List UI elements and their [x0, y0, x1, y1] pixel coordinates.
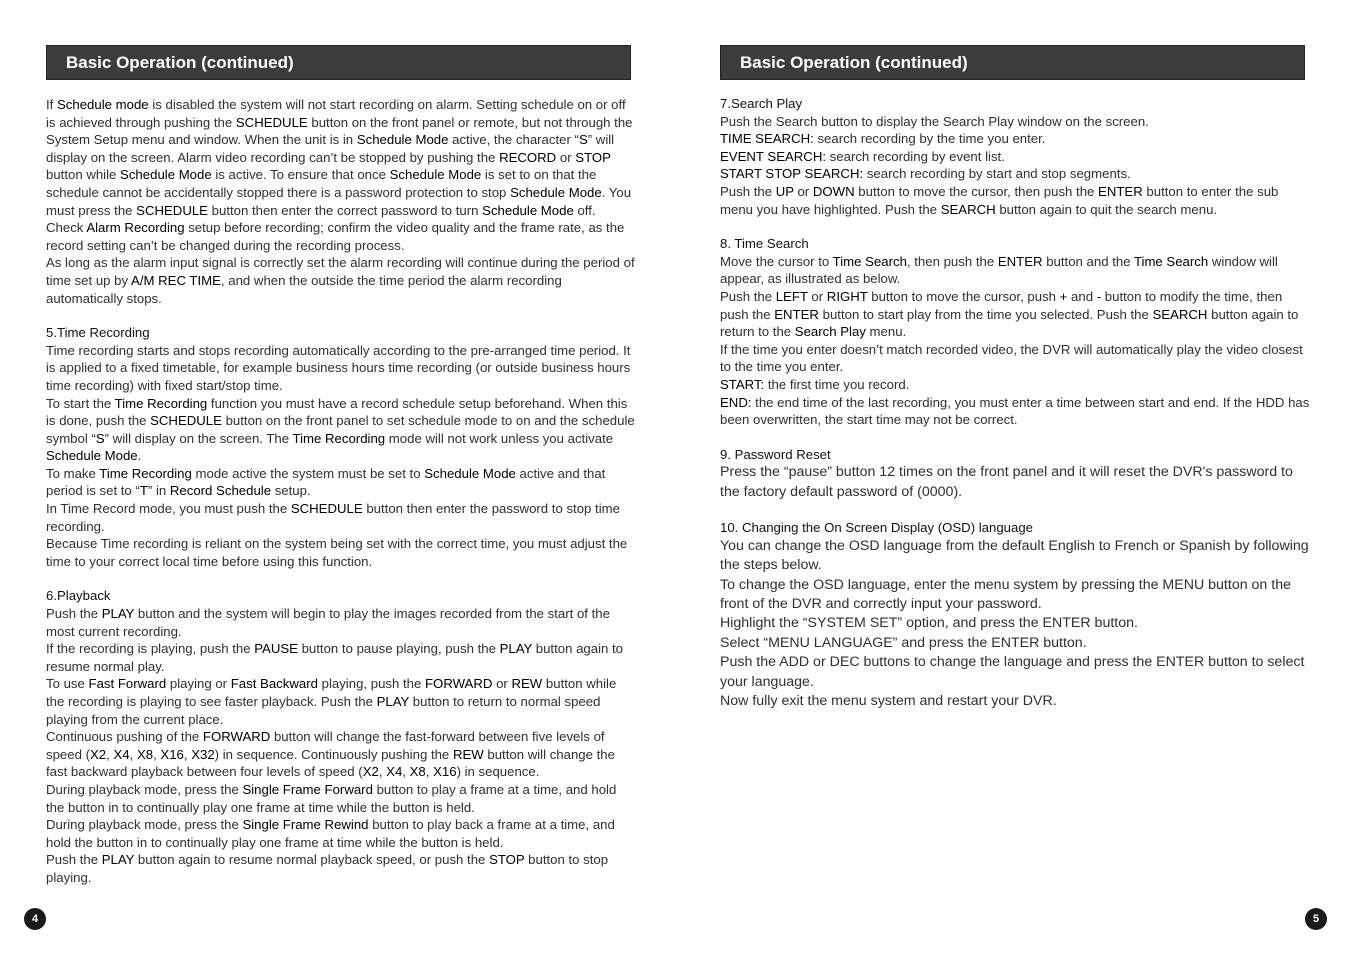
keyword: Time Recording — [99, 465, 192, 481]
keyword: EVENT SEARCH: — [720, 148, 827, 164]
subsection-heading: 5.Time Recording — [46, 325, 150, 341]
body-paragraph: Select “MENU LANGUAGE” and press the ENTER button. — [720, 634, 1087, 651]
keyword: Time Search — [1133, 253, 1209, 269]
body-paragraph: Push the ADD or DEC buttons to change the language and press the ENTER button to select your language. — [720, 654, 1305, 690]
body-paragraph: To start the Time Recording function you must have a record schedule setup beforehand. When this is done, push the SCHEDULE button on the front panel to set schedule mode to on and the schedule symbol “S” will display on the screen. The Time Recording mode will not work unless you activate Schedule Mode. — [46, 395, 635, 464]
keyword: FORWARD — [425, 676, 493, 692]
keyword: DOWN — [812, 183, 855, 199]
keyword: X32 — [191, 746, 215, 762]
keyword: Record Schedule — [169, 483, 272, 499]
body-paragraph: During playback mode, press the Single Frame Rewind button to play back a frame at a time, and hold the button in to continually play one frame at time while the button is held. — [46, 817, 615, 850]
body-paragraph: In Time Record mode, you must push the SCHEDULE button then enter the password to stop time recording. — [46, 501, 620, 534]
keyword: X8 — [409, 764, 426, 780]
keyword: LEFT — [775, 288, 808, 304]
keyword: SCHEDULE — [150, 413, 222, 429]
body-paragraph: END: the end time of the last recording, you must enter a time between start and end. If the HDD has been overwritten, the start time may not be correct. — [720, 394, 1310, 428]
keyword: T — [139, 483, 148, 499]
keyword: RECORD — [499, 149, 557, 165]
keyword: TIME SEARCH: — [720, 131, 814, 147]
keyword: S — [95, 430, 105, 446]
keyword: UP — [775, 183, 794, 199]
keyword: Search Play — [794, 324, 866, 340]
body-paragraph: You can change the OSD language from the default English to French or Spanish by following the steps below. — [720, 537, 1309, 574]
keyword: ENTER — [774, 306, 819, 322]
body-paragraph: START STOP SEARCH: search recording by start and stop segments. — [720, 166, 1131, 182]
keyword: Time Recording — [292, 430, 386, 446]
keyword: X8 — [136, 746, 154, 762]
keyword: X2 — [90, 746, 107, 762]
keyword: Schedule Mode — [424, 465, 516, 481]
section-header — [720, 45, 1305, 80]
body-paragraph: To change the OSD language, enter the menu system by pressing the MENU button on the front of the DVR and correctly input your password. — [720, 576, 1291, 612]
body-paragraph: During playback mode, press the Single Frame Forward button to play a frame at a time, and hold the button in to continually play one frame at time while the button is held. — [46, 781, 617, 815]
body-paragraph: Because Time recording is reliant on the system being set with the correct time, you must adjust the time to your correct local time before using this function. — [46, 536, 628, 569]
body-paragraph: Now fully exit the menu system and restart your DVR. — [720, 692, 1057, 709]
body-paragraph: START: the first time you record. — [720, 376, 910, 392]
subsection-heading: 7.Search Play — [720, 96, 803, 111]
keyword: FORWARD — [202, 729, 271, 745]
keyword: X4 — [386, 764, 403, 780]
keyword: Schedule Mode — [482, 202, 574, 218]
body-paragraph: To use Fast Forward playing or Fast Backward playing, push the FORWARD or REW button while the recording is playing to see faster playback. Push the PLAY button to return to normal speed playing from the current place. — [46, 676, 617, 727]
keyword: SEARCH — [940, 201, 996, 217]
body-paragraph: Push the PLAY button and the system will begin to play the images recorded from the start of the most current recording. — [46, 606, 610, 639]
body-paragraph: As long as the alarm input signal is correctly set the alarm recording will continue during the period of time set up by A/M REC TIME, and when the outside the time period the alarm recording automatically stops. — [46, 255, 635, 306]
keyword: SCHEDULE — [290, 501, 363, 517]
keyword: Schedule Mode — [356, 132, 449, 148]
body-paragraph: Push the UP or DOWN button to move the cursor, then push the ENTER button to enter the sub menu you have highlighted. Push the SEARCH button again to quit the search menu. — [720, 183, 1279, 217]
keyword: PAUSE — [254, 641, 298, 657]
body-paragraph: Highlight the “SYSTEM SET” option, and press the ENTER button. — [720, 615, 1138, 632]
section-header — [46, 45, 631, 80]
keyword: Single Frame Forward — [242, 781, 373, 797]
keyword: PLAY — [499, 641, 533, 657]
body-paragraph: Continuous pushing of the FORWARD button will change the fast-forward between five levels of speed (X2, X4, X8, X16, X32) in sequence. Continuously pushing the REW button will change the fast backward playback between four levels of speed (X2, X4, X8, X16) in sequence. — [46, 729, 615, 780]
subsection-heading: 9. Password Reset — [720, 446, 831, 462]
section-title: Basic Operation (continued) — [740, 53, 968, 72]
keyword: REW — [511, 676, 543, 692]
keyword: X16 — [433, 764, 457, 780]
keyword: SCHEDULE — [235, 114, 308, 130]
keyword: A/M REC TIME — [131, 272, 221, 288]
page-number: 4 — [24, 908, 46, 930]
keyword: Schedule mode — [57, 97, 149, 112]
section-title: Basic Operation (continued) — [66, 53, 294, 72]
keyword: X4 — [113, 746, 130, 762]
keyword: - — [1096, 288, 1102, 304]
keyword: RIGHT — [826, 288, 868, 304]
keyword: SEARCH — [1152, 306, 1208, 322]
body-paragraph: Press the “pause” button 12 times on the front panel and it will reset the DVR's password to the factory default password of (0000). — [720, 464, 1293, 500]
body-paragraph: TIME SEARCH: search recording by the time you enter. — [720, 131, 1046, 147]
body-paragraph: Time recording starts and stops recording automatically according to the pre-arranged time period. It is applied to a fixed timetable, for example business hours time recording (or outside business hours time recording) with fixed start/stop time. — [46, 342, 631, 393]
body-paragraph: Push the LEFT or RIGHT button to move the cursor, push + and - button to modify the time, then push the ENTER button to start play from the time you selected. Push the SEARCH button again to return to the Search Play menu. — [720, 288, 1299, 340]
keyword: X2 — [362, 764, 379, 780]
body-paragraph: If the time you enter doesn’t match recorded video, the DVR will automatically play the video closest to the time you enter. — [720, 341, 1303, 375]
subsection-heading: 8. Time Search — [720, 236, 809, 252]
keyword: + — [1059, 288, 1068, 304]
subsection-heading: 10. Changing the On Screen Display (OSD) language — [720, 520, 1034, 536]
body-paragraph: If the recording is playing, push the PAUSE button to pause playing, push the PLAY button again to resume normal play. — [46, 641, 623, 674]
body-paragraph: To make Time Recording mode active the system must be set to Schedule Mode active and that period is set to “T” in Record Schedule setup. — [46, 465, 606, 499]
keyword: STOP — [575, 149, 611, 165]
keyword: Fast Backward — [230, 676, 318, 692]
keyword: Schedule Mode — [510, 184, 602, 200]
keyword: PLAY — [101, 606, 135, 622]
keyword: STOP — [489, 852, 525, 868]
subsection-heading: 6.Playback — [46, 588, 111, 604]
keyword: PLAY — [101, 852, 135, 868]
keyword: ENTER — [997, 253, 1043, 269]
body-paragraph: Check Alarm Recording setup before recording; confirm the video quality and the frame rate, as the record setting can’t be changed during the recording process. — [46, 220, 625, 253]
keyword: S — [578, 132, 588, 148]
keyword: Fast Forward — [88, 676, 167, 692]
body-paragraph: Push the Search button to display the Search Play window on the screen. — [720, 113, 1149, 129]
keyword: SCHEDULE — [136, 202, 208, 218]
keyword: Schedule Mode — [389, 167, 482, 183]
keyword: Schedule Mode — [46, 448, 138, 464]
right-body-text — [720, 95, 1310, 711]
body-paragraph: Push the PLAY button again to resume normal playback speed, or push the STOP button to stop playing. — [46, 852, 609, 885]
keyword: X16 — [160, 746, 184, 762]
page-number: 5 — [1305, 908, 1327, 930]
keyword: ENTER — [1098, 183, 1143, 199]
keyword: START STOP SEARCH: — [720, 166, 864, 182]
keyword: Time Search — [832, 253, 907, 269]
keyword: REW — [452, 746, 484, 762]
keyword: Alarm Recording — [86, 220, 185, 236]
keyword: PLAY — [376, 694, 410, 709]
body-paragraph: Move the cursor to Time Search, then push the ENTER button and the Time Search window will appear, as illustrated as below. — [720, 253, 1278, 287]
keyword: Schedule Mode — [120, 167, 212, 183]
keyword: END: — [720, 394, 752, 410]
left-body-text — [46, 96, 636, 887]
body-paragraph: If Schedule mode is disabled the system will not start recording on alarm. Setting schedule on or off is achieved through pushing the SCHEDULE button on the front panel or remote, but not through the System Setup menu and window. When the unit is in Schedule Mode active, the character “S” will display on the screen. Alarm video recording can’t be stopped by pushing the RECORD or STOP button while Schedule Mode is active. To ensure that once Schedule Mode is set to on that the schedule cannot be accidentally stopped there is a password protection to stop Schedule Mode. You must press the SCHEDULE button then enter the correct password to turn Schedule Mode off. — [46, 97, 633, 218]
keyword: Single Frame Rewind — [242, 817, 369, 833]
keyword: Time Recording — [114, 395, 208, 411]
keyword: START: — [720, 376, 765, 392]
body-paragraph: EVENT SEARCH: search recording by event list. — [720, 148, 1005, 164]
